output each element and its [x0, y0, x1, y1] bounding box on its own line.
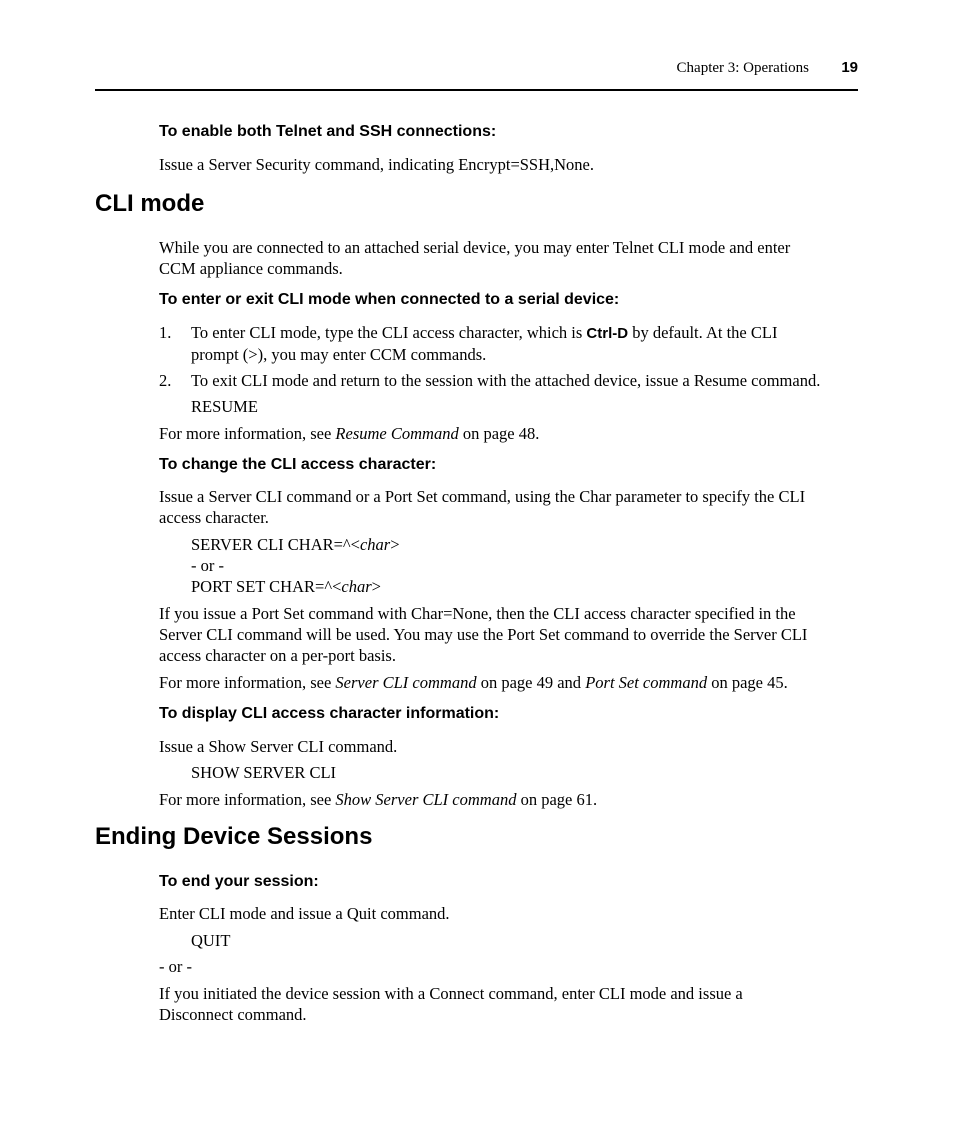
disconnect-paragraph-line1: If you initiated the device session with a Connect command, enter CLI mode and issue a	[159, 984, 743, 1003]
change-char-text	[159, 486, 864, 528]
quit-code: QUIT	[191, 931, 231, 950]
display-char-more-info	[159, 789, 864, 810]
port-set-char-code-b: >	[371, 577, 381, 596]
show-server-cli-code: SHOW SERVER CLI	[191, 763, 337, 782]
display-char-more-b: on page 61.	[516, 790, 598, 809]
procedure-heading-end-session: To end your session:	[159, 873, 319, 890]
step1-text-line2: prompt (>), you may enter CCM commands.	[191, 345, 487, 364]
cli-mode-intro-line2: CCM appliance commands.	[159, 259, 343, 278]
display-char-text: Issue a Show Server CLI command.	[159, 737, 398, 756]
cli-mode-intro	[159, 237, 864, 279]
resume-code: RESUME	[191, 397, 258, 416]
step1-text-a: To enter CLI mode, type the CLI access character, which is	[191, 323, 587, 342]
display-char-more-a: For more information, see	[159, 790, 336, 809]
change-char-more-c: on page 45.	[707, 673, 788, 692]
change-char-more-b: on page 49 and	[476, 673, 586, 692]
port-set-char-var: char	[341, 577, 372, 596]
server-cli-char-var: char	[359, 535, 391, 554]
port-set-char-code-a: PORT SET CHAR=^<	[191, 577, 342, 596]
server-cli-char-code-a: SERVER CLI CHAR=^<	[191, 535, 360, 554]
disconnect-paragraph-line2: Disconnect command.	[159, 1005, 307, 1024]
port-set-paragraph-line2: Server CLI command will be used. You may use the Port Set command to override the Server CLI	[159, 625, 808, 644]
ctrl-d-key: Ctrl-D	[586, 325, 629, 342]
port-set-command-ref: Port Set command	[585, 673, 708, 692]
procedure-heading-telnet-ssh: To enable both Telnet and SSH connections:	[159, 123, 497, 140]
server-cli-command-ref: Server CLI command	[335, 673, 477, 692]
server-cli-char-code-b: >	[390, 535, 400, 554]
disconnect-paragraph	[159, 983, 864, 1025]
page-header	[95, 58, 858, 91]
show-server-cli-ref: Show Server CLI command	[335, 790, 517, 809]
change-char-more-a: For more information, see	[159, 673, 336, 692]
or-separator-1: - or -	[191, 556, 224, 575]
procedure-heading-enter-exit: To enter or exit CLI mode when connected to a serial device:	[159, 291, 620, 308]
server-cli-char-code	[191, 534, 400, 555]
page-number: 19	[841, 59, 858, 76]
change-char-text-line1: Issue a Server CLI command or a Port Set command, using the Char parameter to specify the CLI	[159, 487, 806, 506]
port-set-paragraph-line1: If you issue a Port Set command with Char=None, then the CLI access character specified in the	[159, 604, 796, 623]
resume-more-info-b: on page 48.	[458, 424, 540, 443]
port-set-paragraph	[159, 603, 864, 666]
step1-number: 1.	[159, 323, 172, 342]
step2-number: 2.	[159, 371, 172, 390]
section-title-ending-sessions: Ending Device Sessions	[95, 823, 373, 850]
resume-more-info-a: For more information, see	[159, 424, 336, 443]
procedure-heading-display-char: To display CLI access character information:	[159, 705, 500, 722]
resume-command-ref: Resume Command	[335, 424, 459, 443]
end-session-text: Enter CLI mode and issue a Quit command.	[159, 904, 450, 923]
port-set-paragraph-line3: access character on a per-port basis.	[159, 646, 396, 665]
telnet-ssh-text: Issue a Server Security command, indicating Encrypt=SSH,None.	[159, 155, 595, 174]
step1-text	[191, 322, 871, 365]
change-char-more-info	[159, 672, 864, 693]
chapter-title: Chapter 3: Operations	[676, 60, 809, 76]
step1-text-b: by default. At the CLI	[628, 323, 778, 342]
step2-text: To exit CLI mode and return to the session with the attached device, issue a Resume command.	[191, 371, 821, 390]
cli-mode-intro-line1: While you are connected to an attached serial device, you may enter Telnet CLI mode and enter	[159, 238, 791, 257]
procedure-heading-change-char: To change the CLI access character:	[159, 456, 437, 473]
resume-more-info	[159, 423, 864, 444]
or-separator-2: - or -	[159, 957, 192, 976]
change-char-text-line2: access character.	[159, 508, 269, 527]
port-set-char-code	[191, 576, 381, 597]
section-title-cli-mode: CLI mode	[95, 190, 205, 217]
